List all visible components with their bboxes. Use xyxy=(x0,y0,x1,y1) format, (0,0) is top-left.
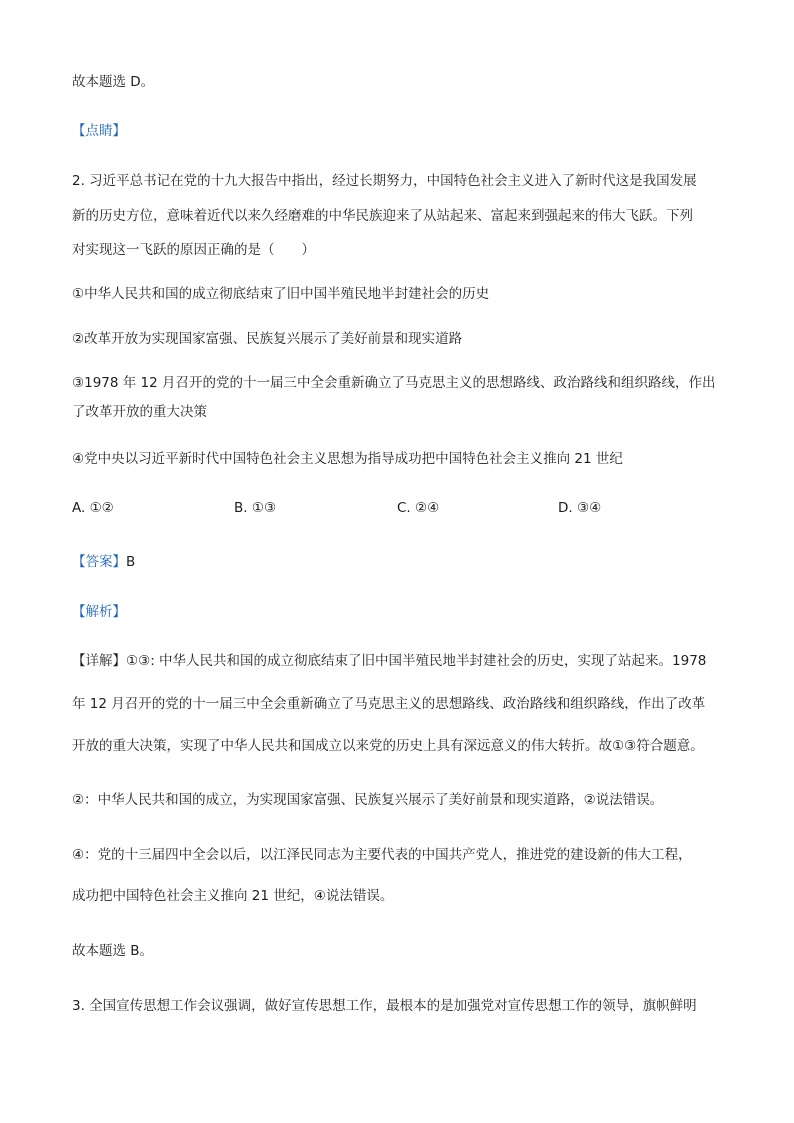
detail-para-3-line-1: ④：党的十三届四中全会以后，以江泽民同志为主要代表的中国共产党人，推进党的建设新的伟大工程， xyxy=(72,847,692,863)
detail-line-3: 开放的重大决策，实现了中华人民共和国成立以来党的历史上具有深远意义的伟大转折。故①③符合题意。 xyxy=(72,738,704,754)
q2-statement-1: ①中华人民共和国的成立彻底结束了旧中国半殖民地半封建社会的历史 xyxy=(72,286,490,302)
detail-line-2: 年 12 月召开的党的十一届三中全会重新确立了马克思主义的思想路线、政治路线和组织路线，作出了改革 xyxy=(72,696,706,712)
q2-option-b: B. ①③ xyxy=(234,500,277,516)
answer-tag: 【答案】 xyxy=(72,554,126,570)
q3-stem-line-1: 3. 全国宣传思想工作会议强调，做好宣传思想工作，最根本的是加强党对宣传思想工作的领导，旗帜鲜明 xyxy=(72,998,697,1014)
q2-stem-line-1: 2. 习近平总书记在党的十九大报告中指出，经过长期努力，中国特色社会主义进入了新时代这是我国发展 xyxy=(72,173,697,189)
previous-conclusion: 故本题选 D。 xyxy=(72,74,155,90)
detail-para-3-line-2: 成功把中国特色社会主义推向 21 世纪，④说法错误。 xyxy=(72,888,394,904)
q2-statement-3-line-2: 了改革开放的重大决策 xyxy=(72,404,207,420)
q2-conclusion: 故本题选 B。 xyxy=(72,943,154,959)
q2-stem-line-2: 新的历史方位，意味着近代以来久经磨难的中华民族迎来了从站起来、富起来到强起来的伟大飞跃。下列 xyxy=(72,208,693,224)
detail-line-1 xyxy=(72,651,706,671)
q2-option-d: D. ③④ xyxy=(558,500,602,516)
q2-statement-4: ④党中央以习近平新时代中国特色社会主义思想为指导成功把中国特色社会主义推向 21 世纪 xyxy=(72,451,623,467)
analysis-tag: 【解析】 xyxy=(72,604,126,620)
answer-value: B xyxy=(126,554,136,570)
dianjing-tag: 【点睛】 xyxy=(72,123,126,139)
q2-option-a: A. ①② xyxy=(72,500,114,516)
detail-para-2: ②：中华人民共和国的成立，为实现国家富强、民族复兴展示了美好前景和现实道路，②说法错误。 xyxy=(72,792,664,808)
q2-statement-3-line-1: ③1978 年 12 月召开的党的十一届三中全会重新确立了马克思主义的思想路线、政治路线和组织路线，作出 xyxy=(72,375,716,391)
detail-tag: 【详解】 xyxy=(72,653,126,669)
detail-text-1: ①③: 中华人民共和国的成立彻底结束了旧中国半殖民地半封建社会的历史，实现了站起来。1978 xyxy=(126,653,707,669)
q2-answer-line xyxy=(72,552,135,572)
q2-option-c: C. ②④ xyxy=(397,500,440,516)
q2-statement-2: ②改革开放为实现国家富强、民族复兴展示了美好前景和现实道路 xyxy=(72,331,463,347)
q2-stem-line-3: 对实现这一飞跃的原因正确的是（ ） xyxy=(72,242,315,258)
